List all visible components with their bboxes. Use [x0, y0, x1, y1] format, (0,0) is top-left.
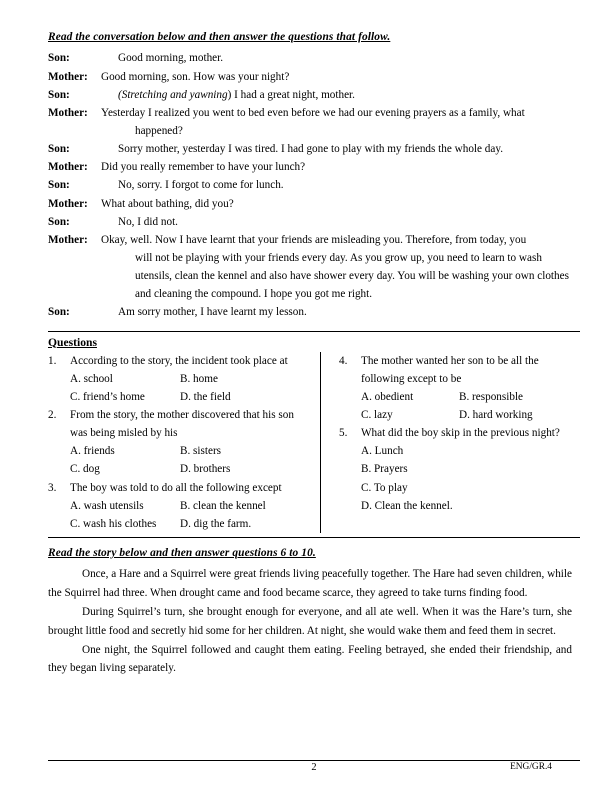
questions-box	[48, 331, 580, 538]
story-paragraph: One night, the Squirrel followed and caught them eating. Feeling betrayed, she ended their friendship, and they began living separately.	[48, 643, 572, 675]
dialogue-speaker: Mother:	[48, 106, 88, 119]
answer-option[interactable]: A. friends	[70, 445, 115, 458]
option-row	[70, 460, 312, 478]
questions-column-left	[48, 352, 320, 533]
option-row	[70, 370, 312, 388]
dialogue-turn	[48, 140, 580, 158]
dialogue-continuation: happened?	[135, 124, 183, 137]
dialogue-speaker: Son:	[48, 88, 70, 101]
question-item	[48, 406, 312, 479]
question-stem: What did the boy skip in the previous night?	[361, 427, 560, 440]
dialogue-turn	[48, 49, 580, 67]
answer-option[interactable]: C. friend’s home	[70, 390, 145, 403]
question-stem: According to the story, the incident took place at	[70, 354, 288, 367]
answer-option[interactable]: C. lazy	[361, 408, 393, 421]
story-paragraphs	[48, 565, 580, 678]
stage-direction: (Stretching and yawning	[118, 88, 228, 101]
dialogue-speaker: Son:	[48, 179, 70, 192]
dialogue-turn	[48, 176, 580, 194]
question-body	[361, 424, 580, 515]
dialogue-speaker: Son:	[48, 215, 70, 228]
option-row	[361, 406, 580, 424]
answer-option[interactable]: B. sisters	[180, 445, 222, 458]
dialogue-text: Am sorry mother, I have learnt my lesson.	[118, 306, 307, 319]
dialogue-speaker: Son:	[48, 52, 70, 65]
option-row	[361, 388, 580, 406]
dialogue-turn	[48, 86, 580, 104]
dialogue-speaker: Mother:	[48, 70, 88, 83]
dialogue-text: Good morning, mother.	[118, 52, 224, 65]
question-body	[70, 352, 312, 406]
dialogue-speaker: Mother:	[48, 161, 88, 174]
answer-option[interactable]: B. Prayers	[361, 463, 408, 476]
dialogue-turn	[48, 158, 580, 176]
answer-option[interactable]: A. obedient	[361, 390, 414, 403]
option-list	[361, 442, 580, 515]
dialogue-continuation: will not be playing with your friends every day. As you grow up, you need to learn to wash utensils, clean the kennel and also have shower every day. You will be washing your own clothes and cleaning the compound. I hope you got me right.	[135, 251, 569, 301]
answer-option[interactable]: D. brothers	[180, 463, 231, 476]
option-row	[70, 442, 312, 460]
question-stem: From the story, the mother discovered that his son was being misled by his	[70, 408, 294, 440]
footer-code: ENG/GR.4	[510, 762, 552, 772]
dialogue-speaker: Son:	[48, 143, 70, 156]
dialogue-speaker: Son:	[48, 306, 70, 319]
question-item	[48, 479, 312, 533]
story-instruction: Read the story below and then answer questions 6 to 10.	[48, 546, 316, 559]
question-item	[48, 352, 312, 406]
answer-option[interactable]: D. Clean the kennel.	[361, 499, 453, 512]
dialogue-speaker: Mother:	[48, 233, 88, 246]
dialogue-text: Okay, well. Now I have learnt that your friends are misleading you. Therefore, from today, you will not be playing with your friends every day. As you grow up, you need to learn to wash utensils, clean the kennel and also have shower every day. You will be washing your own clothes and cleaning the compound. I hope you got me right.	[101, 231, 580, 304]
footer-rule	[48, 760, 580, 761]
story-section	[48, 546, 580, 678]
question-stem: The mother wanted her son to be all the following except to be	[361, 354, 539, 385]
question-number: 4.	[339, 354, 348, 367]
dialogue-text: (Stretching and yawning) I had a great night, mother.	[118, 88, 355, 101]
option-row	[70, 388, 312, 406]
question-stem: The boy was told to do all the following except	[70, 481, 282, 494]
page-footer	[48, 760, 580, 778]
question-item	[339, 352, 580, 425]
answer-option[interactable]: B. responsible	[459, 390, 524, 403]
question-item	[339, 424, 580, 515]
answer-option[interactable]: C. wash his clothes	[70, 517, 157, 530]
question-body	[70, 479, 312, 533]
question-number: 1.	[48, 354, 57, 367]
questions-column-right	[321, 352, 580, 533]
answer-option[interactable]: C. To play	[361, 481, 408, 494]
dialogue-text: What about bathing, did you?	[101, 197, 234, 210]
story-paragraph: During Squirrel’s turn, she brought enough for everyone, and all ate well. When it was the Hare’s turn, she brought little food and secretly hid some for her children. At night, she would wake them and feed them in secret.	[48, 605, 572, 637]
dialogue-text: No, sorry. I forgot to come for lunch.	[118, 179, 284, 192]
question-number: 5.	[339, 427, 348, 440]
answer-option[interactable]: D. hard working	[459, 408, 533, 421]
question-body	[361, 352, 580, 425]
answer-option[interactable]: A. Lunch	[361, 445, 404, 458]
answer-option[interactable]: D. dig the farm.	[180, 517, 252, 530]
question-number: 2.	[48, 408, 57, 421]
dialogue-turn	[48, 68, 580, 86]
dialogue-text: No, I did not.	[118, 215, 178, 228]
dialogue-turn	[48, 303, 580, 321]
questions-heading: Questions	[48, 335, 97, 349]
page-number: 2	[311, 762, 317, 773]
dialogue-speaker: Mother:	[48, 197, 88, 210]
dialogue-text: Yesterday I realized you went to bed even before we had our evening prayers as a family, what happened?	[101, 104, 580, 140]
answer-option[interactable]: D. the field	[180, 390, 231, 403]
dialogue-text: Good morning, son. How was your night?	[101, 70, 290, 83]
dialogue-text: Did you really remember to have your lunch?	[101, 161, 306, 174]
conversation-section	[48, 30, 580, 322]
option-row	[70, 497, 312, 515]
option-row	[70, 515, 312, 533]
answer-option[interactable]: A. wash utensils	[70, 499, 144, 512]
dialogue-turn	[48, 213, 580, 231]
story-paragraph: Once, a Hare and a Squirrel were great friends living peacefully together. The Hare had seven children, while the Squirrel had three. When drought came and food became scarce, they agreed to take turns finding food.	[48, 568, 572, 600]
answer-option[interactable]: B. home	[180, 372, 218, 385]
dialogue-turn	[48, 195, 580, 213]
conversation-instruction: Read the conversation below and then answer the questions that follow.	[48, 31, 391, 43]
dialogue-text: Sorry mother, yesterday I was tired. I had gone to play with my friends the whole day.	[118, 143, 504, 156]
dialogue-turn	[48, 104, 580, 140]
question-body	[70, 406, 312, 479]
answer-option[interactable]: C. dog	[70, 463, 100, 476]
questions-columns	[48, 352, 580, 533]
dialogue-turn	[48, 231, 580, 304]
answer-option[interactable]: A. school	[70, 372, 113, 385]
answer-option[interactable]: B. clean the kennel	[180, 499, 266, 512]
dialogue-list	[48, 49, 580, 321]
question-number: 3.	[48, 481, 57, 494]
footer-row	[48, 762, 580, 778]
